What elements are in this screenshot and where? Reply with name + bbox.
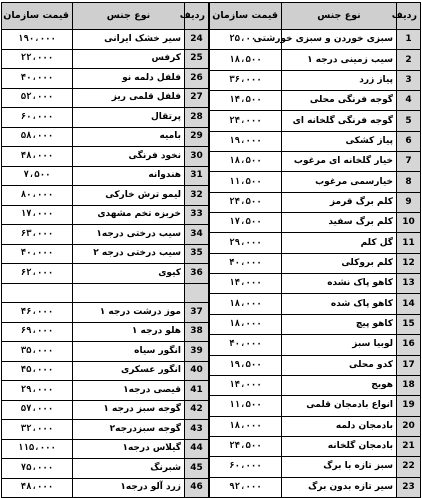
table-row — [2, 244, 209, 264]
row-number: 7 — [397, 152, 421, 172]
row-number: 22 — [397, 457, 421, 477]
item-name: سیب درختی درجه ۲ — [73, 244, 185, 264]
item-name: خربزه تخم مشهدی — [73, 205, 185, 225]
row-number: 5 — [397, 111, 421, 131]
org-price: ۱۴،۰۰۰ — [210, 274, 282, 294]
org-price: ۱۸،۰۰۰ — [210, 294, 282, 314]
row-number: 15 — [397, 314, 421, 334]
price-table-right — [209, 2, 421, 498]
org-price: ۷،۵۰۰ — [2, 166, 73, 186]
table-row — [210, 294, 421, 314]
table-row — [2, 478, 209, 498]
item-name: کاهو پیچ — [282, 314, 397, 334]
row-number: 41 — [185, 381, 209, 401]
row-number: 23 — [397, 477, 421, 497]
table-row — [2, 108, 209, 128]
row-number: 9 — [397, 192, 421, 212]
table-row — [210, 30, 421, 50]
table-row — [210, 274, 421, 294]
item-name: کدو محلی — [282, 355, 397, 375]
item-name: لیمو ترش خارکی — [73, 186, 185, 206]
item-name: کاهو پاک نشده — [282, 274, 397, 294]
row-number: 3 — [397, 70, 421, 90]
org-price: ۳۵،۰۰۰ — [2, 342, 73, 362]
row-number: 35 — [185, 244, 209, 264]
row-number: 37 — [185, 303, 209, 323]
row-number: 10 — [397, 213, 421, 233]
item-name: سبزی خوردن و سبزی خورشتی — [282, 30, 397, 50]
table-row — [2, 322, 209, 342]
org-price: ۱۴،۵۰۰ — [210, 91, 282, 111]
table-row — [2, 264, 209, 284]
row-number: 17 — [397, 355, 421, 375]
table-row — [210, 70, 421, 90]
row-number: 12 — [397, 253, 421, 273]
org-price: ۱۸،۰۰۰ — [210, 314, 282, 334]
table-row — [210, 233, 421, 253]
org-price: ۴۰،۰۰۰ — [2, 244, 73, 264]
org-price: ۲۴،۵۰۰ — [210, 192, 282, 212]
row-number: 33 — [185, 205, 209, 225]
row-number: 40 — [185, 361, 209, 381]
table-row — [2, 381, 209, 401]
header-row-no: ردیف — [397, 3, 421, 30]
item-name: هندوانه — [73, 166, 185, 186]
row-number: 29 — [185, 127, 209, 147]
org-price: ۷۵،۰۰۰ — [2, 459, 73, 479]
item-name: هویج — [282, 375, 397, 395]
org-price: ۶۲،۰۰۰ — [2, 264, 73, 284]
org-price: ۱۷،۵۰۰ — [210, 213, 282, 233]
item-name: گوجه سبز درجه ۱ — [73, 400, 185, 420]
row-number: 24 — [185, 30, 209, 50]
header-row-no: ردیف — [185, 3, 209, 30]
table-row — [2, 30, 209, 50]
row-number: 16 — [397, 335, 421, 355]
org-price: ۵۸،۰۰۰ — [2, 127, 73, 147]
item-name: سیب زمینی درجه ۱ — [282, 50, 397, 70]
org-price: ۶۹،۰۰۰ — [2, 322, 73, 342]
row-number: 19 — [397, 396, 421, 416]
item-name: موز درشت درجه ۱ — [73, 303, 185, 323]
row-number: 27 — [185, 88, 209, 108]
item-name: گوجه سبزدرجه۲ — [73, 420, 185, 440]
org-price: ۴۰،۰۰۰ — [210, 335, 282, 355]
row-number: 25 — [185, 49, 209, 69]
org-price: ۲۵،۰۰۰ — [210, 30, 282, 50]
table-row — [210, 253, 421, 273]
table-row — [210, 457, 421, 477]
row-number: 13 — [397, 274, 421, 294]
org-price: ۱۱،۵۰۰ — [210, 172, 282, 192]
row-number: 26 — [185, 69, 209, 89]
item-name: قیصی درجه۱ — [73, 381, 185, 401]
table-row — [2, 439, 209, 459]
item-name — [73, 283, 185, 303]
row-number: 36 — [185, 264, 209, 284]
org-price: ۲۹،۰۰۰ — [2, 381, 73, 401]
price-table-left-body — [2, 30, 209, 498]
row-number: 28 — [185, 108, 209, 128]
row-number: 11 — [397, 233, 421, 253]
table-row — [210, 375, 421, 395]
org-price: ۱۹،۰۰۰ — [210, 131, 282, 151]
row-number: 46 — [185, 478, 209, 498]
item-name: انگور سیاه — [73, 342, 185, 362]
org-price: ۴۶،۰۰۰ — [2, 303, 73, 323]
item-name: خیار گلخانه ای مرغوب — [282, 152, 397, 172]
item-name: کرفس — [73, 49, 185, 69]
org-price: ۵۷،۰۰۰ — [2, 400, 73, 420]
table-row — [2, 303, 209, 323]
item-name: پیاز زرد — [282, 70, 397, 90]
table-row — [2, 88, 209, 108]
org-price: ۱۸،۰۰۰ — [210, 416, 282, 436]
item-name: سیر خشک ایرانی — [73, 30, 185, 50]
row-number: 8 — [397, 172, 421, 192]
item-name: کلم برگ قرمز — [282, 192, 397, 212]
table-row — [210, 355, 421, 375]
org-price: ۱۷،۰۰۰ — [2, 205, 73, 225]
item-name: گل کلم — [282, 233, 397, 253]
table-row — [2, 361, 209, 381]
org-price: ۶۳،۰۰۰ — [2, 225, 73, 245]
org-price: ۱۹۰،۰۰۰ — [2, 30, 73, 50]
item-name: گوجه فرنگی گلخانه ای — [282, 111, 397, 131]
row-number: 1 — [397, 30, 421, 50]
table-row — [210, 192, 421, 212]
row-number: 32 — [185, 186, 209, 206]
table-row — [210, 172, 421, 192]
org-price: ۱۴،۰۰۰ — [210, 375, 282, 395]
item-name: گوجه فرنگی محلی — [282, 91, 397, 111]
table-row — [210, 477, 421, 497]
org-price: ۱۱۵،۰۰۰ — [2, 439, 73, 459]
header-item-type: نوع جنس — [73, 3, 185, 30]
item-name: هلو درجه ۱ — [73, 322, 185, 342]
row-number: 6 — [397, 131, 421, 151]
table-row — [2, 420, 209, 440]
org-price: ۱۸،۵۰۰ — [210, 50, 282, 70]
item-name: نخود فرنگی — [73, 147, 185, 167]
header-org-price: قیمت سازمان — [2, 3, 73, 30]
item-name: کلم برگ سفید — [282, 213, 397, 233]
row-number: 43 — [185, 420, 209, 440]
item-name: شبرنگ — [73, 459, 185, 479]
org-price: ۸۰،۰۰۰ — [2, 186, 73, 206]
org-price: ۲۴،۵۰۰ — [210, 436, 282, 456]
org-price: ۲۲،۰۰۰ — [2, 49, 73, 69]
price-table-right-body — [210, 30, 421, 498]
item-name: بامیه — [73, 127, 185, 147]
table-row — [2, 205, 209, 225]
item-name: گیلاس درجه۱ — [73, 439, 185, 459]
item-name: لوبیا سبز — [282, 335, 397, 355]
table-row — [2, 225, 209, 245]
row-number: 44 — [185, 439, 209, 459]
item-name: بادمجان دلمه — [282, 416, 397, 436]
table-row — [210, 111, 421, 131]
item-name: سیر تازه بدون برگ — [282, 477, 397, 497]
table-row — [210, 50, 421, 70]
item-name: سیب درختی درجه۱ — [73, 225, 185, 245]
org-price: ۴۵،۰۰۰ — [2, 361, 73, 381]
table-row — [210, 335, 421, 355]
row-number: 30 — [185, 147, 209, 167]
table-row — [210, 436, 421, 456]
item-name: کاهو پاک شده — [282, 294, 397, 314]
table-row — [210, 131, 421, 151]
org-price: ۱۹،۵۰۰ — [210, 355, 282, 375]
table-row — [2, 69, 209, 89]
table-row — [2, 342, 209, 362]
row-number: 31 — [185, 166, 209, 186]
org-price — [2, 283, 73, 303]
header-item-type: نوع جنس — [282, 3, 397, 30]
table-row — [210, 396, 421, 416]
item-name: بادمجان گلخانه — [282, 436, 397, 456]
item-name: زرد آلو درجه۱ — [73, 478, 185, 498]
org-price: ۴۸،۰۰۰ — [2, 147, 73, 167]
row-number: 18 — [397, 375, 421, 395]
row-number: 39 — [185, 342, 209, 362]
row-number: 34 — [185, 225, 209, 245]
row-number: 4 — [397, 91, 421, 111]
row-number — [185, 283, 209, 303]
row-number: 45 — [185, 459, 209, 479]
org-price: ۳۲،۰۰۰ — [2, 420, 73, 440]
item-name: سبز تازه با برگ — [282, 457, 397, 477]
row-number: 38 — [185, 322, 209, 342]
org-price: ۲۴،۰۰۰ — [210, 111, 282, 131]
item-name: خیارسمی مرغوب — [282, 172, 397, 192]
table-row — [2, 147, 209, 167]
row-number: 42 — [185, 400, 209, 420]
row-number: 20 — [397, 416, 421, 436]
org-price: ۴۸،۰۰۰ — [2, 478, 73, 498]
table-row — [2, 283, 209, 303]
table-row — [2, 400, 209, 420]
item-name: کیوی — [73, 264, 185, 284]
header-org-price: قیمت سازمان — [210, 3, 282, 30]
org-price: ۶۰،۰۰۰ — [2, 108, 73, 128]
item-name: پرتقال — [73, 108, 185, 128]
org-price: ۱۸،۵۰۰ — [210, 152, 282, 172]
org-price: ۱۱،۵۰۰ — [210, 396, 282, 416]
item-name: انگور عسکری — [73, 361, 185, 381]
table-row — [2, 459, 209, 479]
item-name: کلم بروکلی — [282, 253, 397, 273]
org-price: ۶۰،۰۰۰ — [210, 457, 282, 477]
item-name: انواع بادمجان قلمی — [282, 396, 397, 416]
table-row — [2, 49, 209, 69]
table-row — [2, 166, 209, 186]
org-price: ۴۰،۰۰۰ — [2, 69, 73, 89]
item-name: پیاز کشکی — [282, 131, 397, 151]
item-name: فلفل قلمی ریز — [73, 88, 185, 108]
table-row — [2, 127, 209, 147]
table-row — [210, 314, 421, 334]
row-number: 21 — [397, 436, 421, 456]
org-price: ۳۶،۰۰۰ — [210, 70, 282, 90]
table-row — [2, 186, 209, 206]
table-row — [210, 152, 421, 172]
table-row — [210, 91, 421, 111]
row-number: 14 — [397, 294, 421, 314]
org-price: ۵۲،۰۰۰ — [2, 88, 73, 108]
item-name: فلفل دلمه نو — [73, 69, 185, 89]
org-price: ۹۲،۰۰۰ — [210, 477, 282, 497]
table-row — [210, 416, 421, 436]
org-price: ۴۰،۰۰۰ — [210, 253, 282, 273]
org-price: ۲۹،۰۰۰ — [210, 233, 282, 253]
price-table-left — [1, 2, 209, 498]
row-number: 2 — [397, 50, 421, 70]
table-row — [210, 213, 421, 233]
